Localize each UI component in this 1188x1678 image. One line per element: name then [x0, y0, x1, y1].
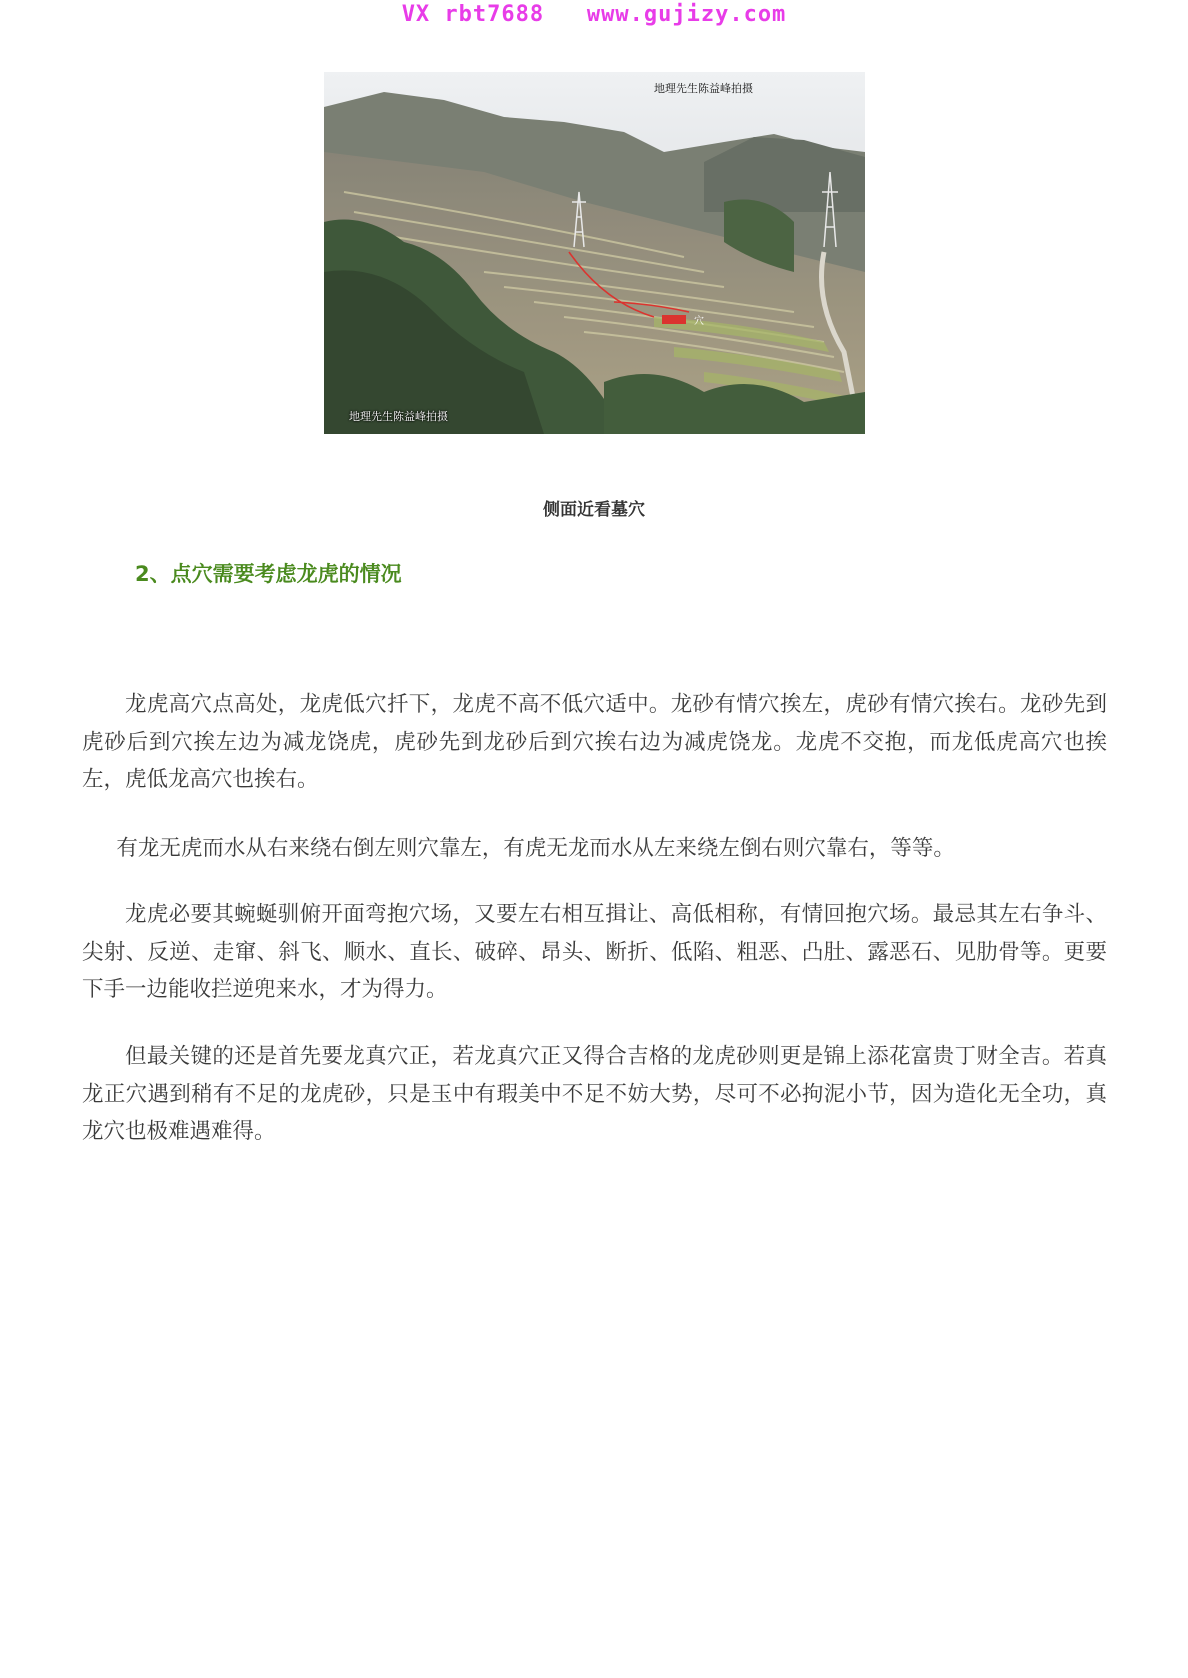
photo-credit-top: 地理先生陈益峰拍摄: [654, 82, 753, 95]
paragraph-4: 但最关键的还是首先要龙真穴正，若龙真穴正又得合吉格的龙虎砂则更是锦上添花富贵丁财全吉。若真龙正穴遇到稍有不足的龙虎砂，只是玉中有瑕美中不足不妨大势，尽可不必拘泥小节，因为造化无全功，真龙穴也极难遇难得。: [82, 1044, 1107, 1144]
terraced-hillside-photo: [324, 72, 865, 434]
photo-credit-bottom: 地理先生陈益峰拍摄: [349, 410, 448, 423]
photo-marker: 穴: [694, 316, 704, 327]
paragraph-2: 有龙无虎而水从右来绕右倒左则穴靠左，有虎无龙而水从左来绕左倒右则穴靠右，等等。: [116, 836, 955, 861]
section-heading: 2、点穴需要考虑龙虎的情况: [135, 562, 402, 586]
paragraph-3: 龙虎必要其蜿蜒驯俯开面弯抱穴场，又要左右相互揖让、高低相称，有情回抱穴场。最忌其左右争斗、尖射、反逆、走窜、斜飞、顺水、直长、破碎、昂头、断折、低陷、粗恶、凸肚、露恶石、见肋骨等。更要下手一边能收拦逆兜来水，才为得力。: [82, 902, 1107, 1002]
paragraph-1: 龙虎高穴点高处，龙虎低穴扦下，龙虎不高不低穴适中。龙砂有情穴挨左，虎砂有情穴挨右。龙砂先到虎砂后到穴挨左边为减龙饶虎，虎砂先到龙砂后到穴挨右边为减虎饶龙。龙虎不交抱，而龙低虎高穴也挨左，虎低龙高穴也挨右。: [82, 692, 1107, 792]
photo-caption: 侧面近看墓穴: [543, 500, 645, 520]
landscape-illustration: [324, 72, 865, 434]
watermark-text: VX rbt7688 www.gujizy.com: [401, 2, 787, 27]
